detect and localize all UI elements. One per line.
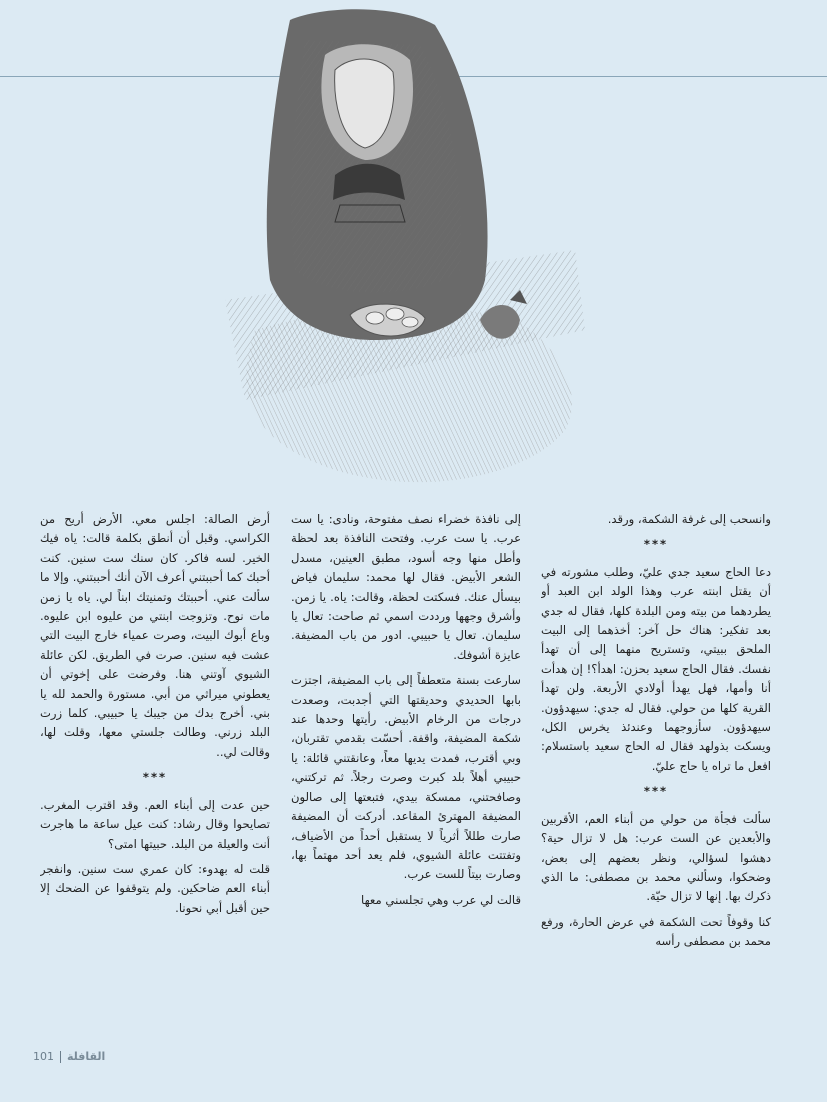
paragraph: إلى نافذة خضراء نصف مفتوحة، ونادى: يا ست عرب. يا ست عرب. وفتحت النافذة بعد لحظة وأطل منها وجه أسود، مطبق العينين، مسدل الشعر الأبيض. فقال لها محمد: سليمان فياض بيسأل عنك. فسكتت لحظة، وقالت: ياه. يا زمن. وأشرق وجهها ورددت اسمي ثم صاحت: تعال يا سليمان. تعال يا حبيبي. ادور من باب المضيفة. عايزة أشوفك. — [291, 512, 521, 662]
paragraph: سألت فجأة من حولي من أبناء العم، الأقربين والأبعدين عن الست عرب: هل لا تزال حية؟ دهشوا لسؤالي، ونظر بعضهم إلى بعض، وضحكوا، وسألني محمد بن مصطفى: ما الذي ذكرك بها. إنها لا تزال حيّة. — [541, 811, 771, 904]
text-column-left — [40, 510, 270, 1040]
text-column-middle — [291, 510, 521, 1040]
section-separator: *** — [643, 784, 669, 799]
page-number: 101 — [33, 1050, 54, 1063]
paragraph: قالت لي عرب وهي تجلسني معها — [361, 892, 521, 907]
section-separator: *** — [142, 770, 168, 785]
section-separator: *** — [643, 537, 669, 552]
paragraph: كنا وقوفاً تحت الشكمة في عرض الحارة، ورفع محمد بن مصطفى رأسه — [541, 914, 771, 949]
seated-woman-pencil-sketch-icon — [215, 0, 590, 505]
paragraph: أرض الصالة: اجلس معي. الأرض أريح من الكراسي. وقبل أن أنطق بكلمة قالت: ياه فيك الخير. لسه فاكر. كان سنك ست سنين. كنت أحبك كما أحببتني أعرف الآن أنك أحببتني. وإلا ما سألت عني. أحببتك وتمنيتك ابناً لي. ياه يا زمن مات نوح. وتزوجت ابنتي من عليوه ابن عليوه. وباع أبوك البيت، وصرت عمياء خارج البيت التي عشت فيه سنين. صرت في الطريق. لكن عائلة الشيوي آوتني هنا. وفرضت على إخوتي أن يعطوني ميراثي من أبي. مستورة والحمد لله يا بني. أخرج بدك من جيبك يا حبيبي. كلما زرت البلد زرني. وطالت جلستي معها، وقلت لها، وقالت لي.. — [40, 512, 270, 759]
folio-divider — [60, 1051, 61, 1063]
text-column-right — [541, 510, 771, 1040]
page-folio — [33, 1050, 105, 1063]
paragraph: وانسحب إلى غرفة الشكمة، ورقد. — [607, 512, 771, 526]
magazine-name: القافلة — [67, 1050, 106, 1063]
paragraph: سارعت بسنة متعطفاً إلى باب المضيفة، اجتزت بابها الحديدي وحديقتها التي أجدبت، وصعدت درجات من الرخام الأبيض. رأيتها وحدها عند شكمة المضيفة، واقفة. أحسّت بقدمي تقتربان، وبي أقترب، فمدت يديها معاً، وعانقتني قائلة: يا حبيبي أهلاً بلد كبرت وصرت رجلاً. ثم تركتني، وصافحتني، ممسكة بيدي، فتبعتها إلى صالون المضيفة المهترئ المقاعد. أدركت أن المضيفة صارت طللاً أثرياً لا يستقبل أحداً من الأضياف، وتفتتت عائلة الشيوي، فلم يعد أحد مهتماً بها، وصارت بيتاً للست عرب. — [291, 673, 521, 882]
paragraph: دعا الحاج سعيد جدي عليّ، وطلب مشورته في أن يقتل ابنته عرب وهذا الولد ابن العبد أو يطردهما من بيته ومن البلدة كلها، فقال له جدي بعد تفكير: هناك حل آخر: أخذهما إلى البيت الملحق ببيتي، وتستريح منهما إلى أن تهدأ نفسك. فقال الحاج سعيد بحزن: اهدأ؟! إن هدأت أنا وأمها، فهل يهدأ أولادي الأربعة. ولن تهدأ القرية كلها من حولي. فقال له جدي: سيهدؤون. سيهدؤون. سأزوجهما وعندئذ يخرس الكل، ويسكت بذولهد فقال له الحاج سعيد باستسلام: افعل ما تراه يا حاج عليّ. — [541, 564, 771, 773]
paragraph: حين عدت إلى أبناء العم. وقد اقترب المغرب. تصايحوا وقال رشاد: كنت عيل ساعة ما هاجرت أنت والعيلة من البلد. حبيتها امتى؟ — [40, 797, 270, 851]
paragraph: قلت له بهدوء: كان عمري ست سنين. وانفجر أبناء العم ضاحكين. ولم يتوقفوا عن الضحك إلا حين أقبل أبي نحونا. — [40, 861, 270, 915]
